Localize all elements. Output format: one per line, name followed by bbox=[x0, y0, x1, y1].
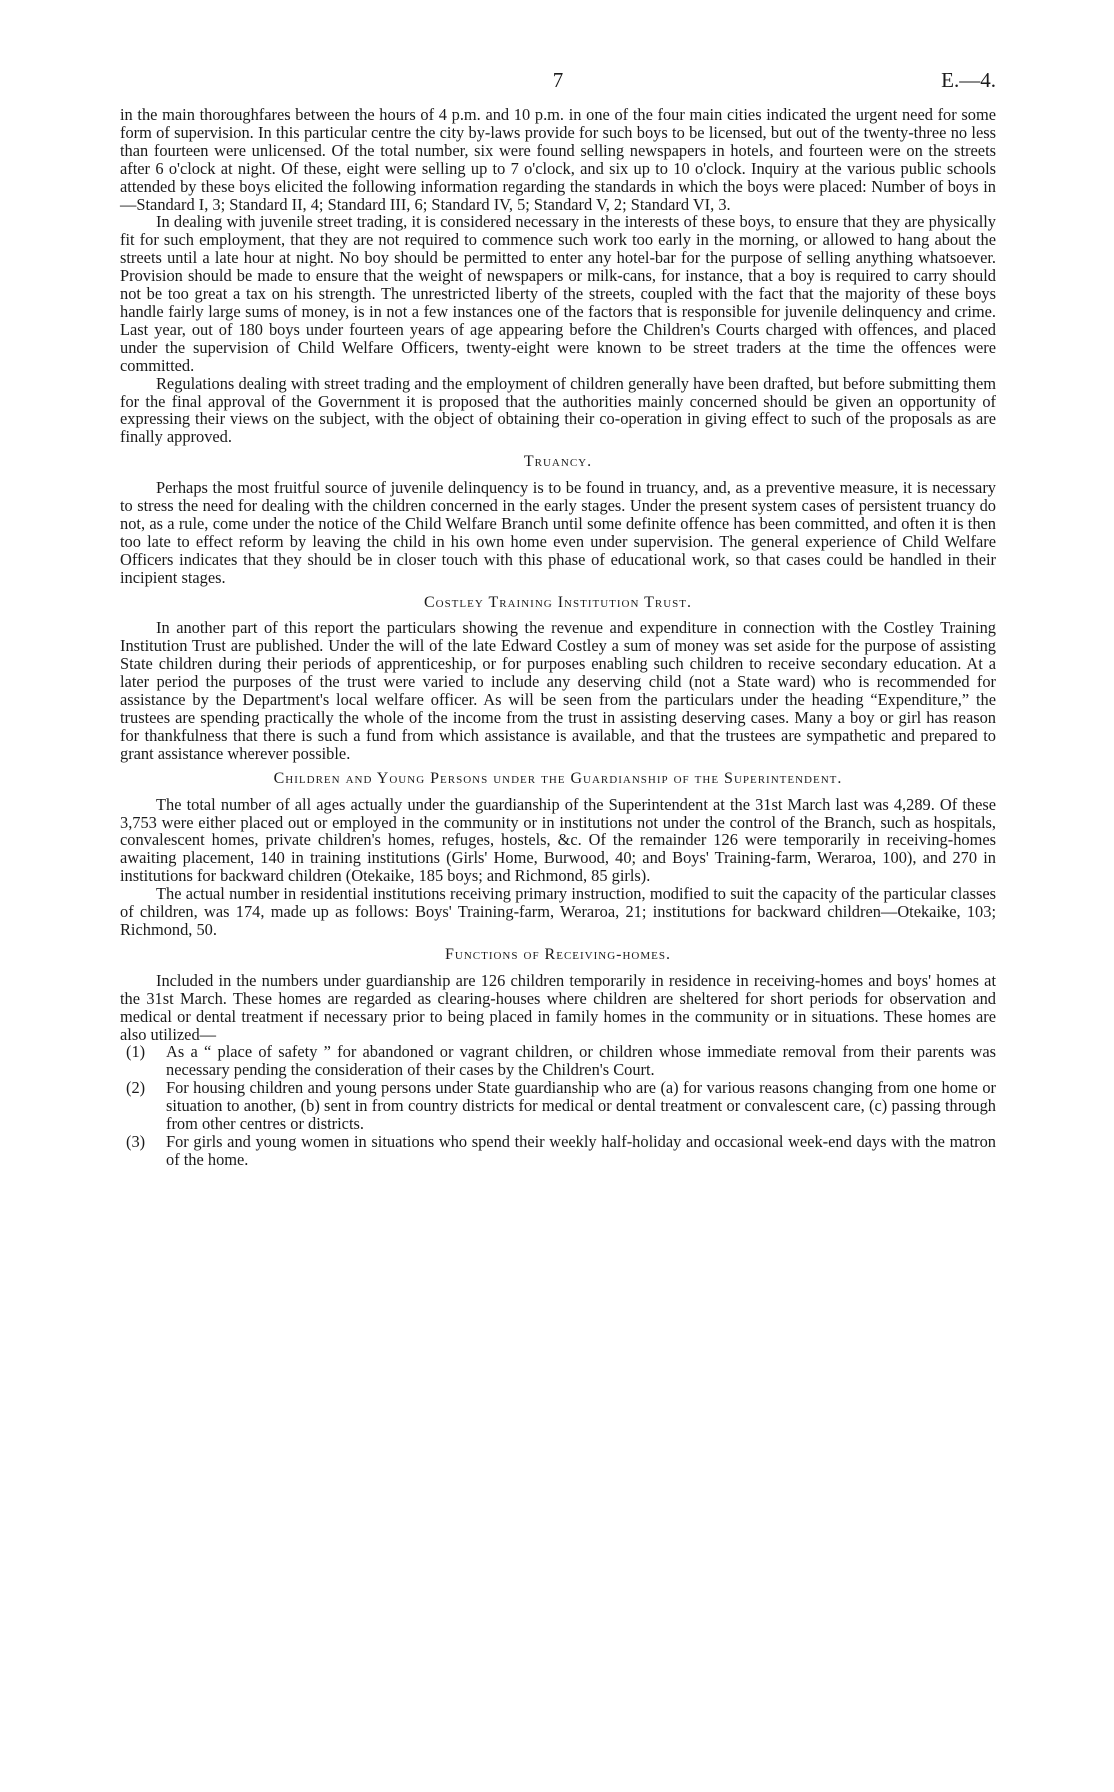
page-header bbox=[120, 68, 996, 106]
paragraph-costley-trust: In another part of this report the particulars showing the revenue and expenditure in connection with the Costley Training Institution Trust are published. Under the will of the late Edward Costley a sum of money was set aside for the purpose of assisting State children during their periods of apprenticeship, or for purposes enabling such children to receive secondary education. At a later period the purposes of the trust were varied to include any deserving child (not a State ward) who is recommended for assistance by the Department's local welfare officer. As will be seen from the particulars under the heading “Expenditure,” the trustees are spending practically the whole of the income from the trust in assisting deserving cases. Many a boy or girl has reason for thankfulness that there is such a fund from which assistance is available, and that the trustees are sympathetic and prepared to grant assistance wherever possible. bbox=[120, 618, 996, 763]
paragraph-primary-instruction: The actual number in residential institutions receiving primary instruction, modified to suit the capacity of the particular classes of children, was 174, made up as follows: Boys' Training-farm, Weraroa, 21; institutions for backward children—Otekaike, 103; Richmond, 50. bbox=[120, 884, 996, 939]
receiving-homes-uses-list bbox=[120, 1043, 996, 1168]
list-item bbox=[120, 1133, 996, 1169]
list-item-number: (1) bbox=[126, 1042, 146, 1062]
list-item-text: For housing children and young persons under State guardianship who are (a) for various reasons changing from one home or situation to another, (b) sent in from country districts for medical or dental treatment or convalescent care, (c) passing through from other centres or districts. bbox=[166, 1078, 996, 1134]
list-item bbox=[120, 1043, 996, 1079]
list-item-number: (2) bbox=[126, 1078, 146, 1098]
list-item bbox=[120, 1079, 996, 1133]
heading-receiving-homes: Functions of Receiving-homes. bbox=[444, 945, 671, 963]
paragraph-street-trading-survey: in the main thoroughfares between the hours of 4 p.m. and 10 p.m. in one of the four main cities indicated the urgent need for some form of supervision. In this particular centre the city by-laws provide for such boys to be licensed, but out of the twenty-three no less than fourteen were unlicensed. Of the total number, six were found selling newspapers in hotels, and fourteen were on the streets after 6 o'clock at night. Of these, eight were selling up to 7 o'clock, and six up to 10 o'clock. Inquiry at the various public schools attended by these boys elicited the following information regarding the standards in which the boys were placed: Number of boys in—Standard I, 3; Standard II, 4; Standard III, 6; Standard IV, 5; Standard V, 2; Standard VI, 3. bbox=[120, 105, 996, 214]
paragraph-regulations: Regulations dealing with street trading and the employment of children generally have been drafted, but before submitting them for the final approval of the Government it is proposed that the authorities mainly concerned should be given an opportunity of expressing their views on the subject, with the object of obtaining their co-operation in giving effect to such of the proposals as are finally approved. bbox=[120, 373, 996, 447]
list-item-text: As a “ place of safety ” for abandoned or vagrant children, or children whose immediate removal from their parents was necessary pending the consideration of their cases by the Children's Court. bbox=[166, 1042, 996, 1080]
paragraph-juvenile-street-trading: In dealing with juvenile street trading, it is considered necessary in the interests of these boys, to ensure that they are physically fit for such employment, that they are not required to commence such work too early in the morning, or allowed to hang about the streets until a late hour at night. No boy should be permitted to enter any hotel-bar for the purpose of selling anything whatsoever. Provision should be made to ensure that the weight of newspapers or milk-cans, for instance, that a boy is required to carry should not be too great a tax on his strength. The unrestricted liberty of the streets, coupled with the fact that the majority of these boys handle fairly large sums of money, is in not a few instances one of the factors that is responsible for juvenile delinquency and crime. Last year, out of 180 boys under fourteen years of age appearing before the Children's Courts charged with offences, and placed under the supervision of Child Welfare Officers, twenty-eight were known to be street traders at the time the offences were committed. bbox=[120, 212, 996, 375]
page-number: 7 bbox=[552, 68, 564, 92]
paragraph-guardianship-totals: The total number of all ages actually under the guardianship of the Superintendent at the 31st March last was 4,289. Of these 3,753 were either placed out or employed in the community or in institutions not under the control of the Branch, such as hospitals, convalescent homes, private children's homes, refuges, hostels, &c. Of the remainder 126 were temporarily in receiving-homes awaiting placement, 140 in training institutions (Girls' Home, Burwood, 40; and Boys' Training-farm, Weraroa, 100), and 270 in institutions for backward children (Otekaike, 185 boys; and Richmond, 85 girls). bbox=[120, 794, 996, 886]
heading-truancy: Truancy. bbox=[523, 453, 593, 471]
paragraph-receiving-homes: Included in the numbers under guardianship are 126 children temporarily in residence in receiving-homes and boys' homes at the 31st March. These homes are regarded as clearing-houses where children are sheltered for short periods for observation and medical or dental treatment if necessary prior to being placed in family homes in the community or in situations. These homes are also utilized— bbox=[120, 970, 996, 1044]
list-item-text: For girls and young women in situations who spend their weekly half-holiday and occasional week-end days with the matron of the home. bbox=[166, 1131, 996, 1169]
paragraph-truancy: Perhaps the most fruitful source of juvenile delinquency is to be found in truancy, and, as a preventive measure, it is necessary to stress the need for dealing with the children concerned in the early stages. Under the present system cases of persistent truancy do not, as a rule, come under the notice of the Child Welfare Branch until some definite offence has been committed, and often it is then too late to effect reform by leaving the child in his own home even under supervision. The general experience of Child Welfare Officers indicates that they should be in closer touch with this phase of educational work, so that cases could be handled in their incipient stages. bbox=[120, 478, 996, 587]
document-reference: E.—4. bbox=[941, 68, 996, 92]
heading-costley-trust: Costley Training Institution Trust. bbox=[423, 593, 693, 611]
document-page bbox=[120, 68, 996, 1169]
heading-guardianship: Children and Young Persons under the Guardianship of the Superintendent. bbox=[273, 769, 843, 787]
list-item-number: (3) bbox=[126, 1131, 146, 1151]
